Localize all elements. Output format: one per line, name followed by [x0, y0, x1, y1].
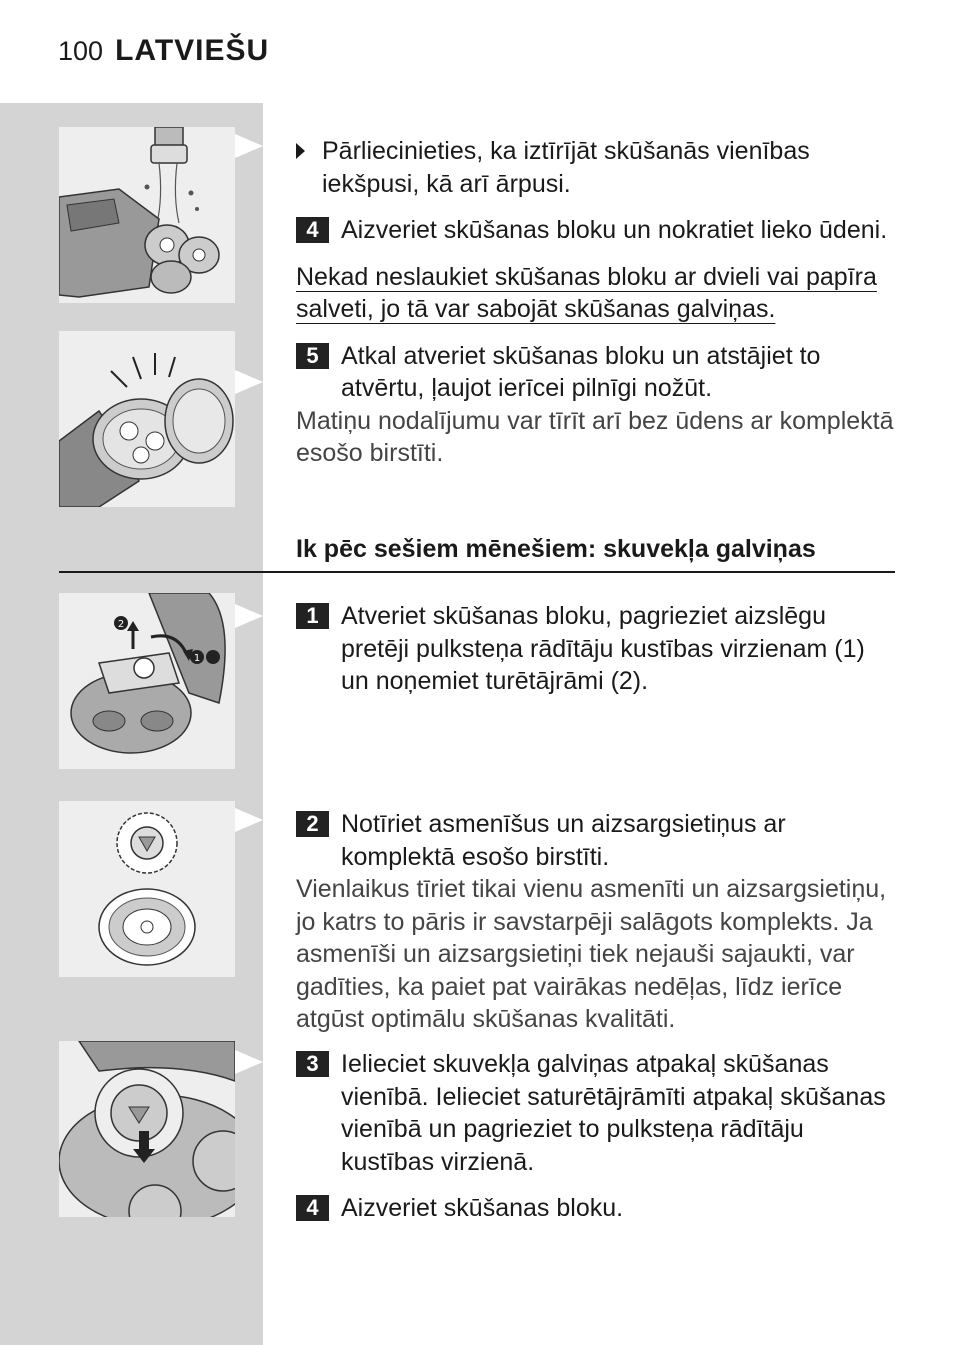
figure-pointer	[235, 370, 263, 394]
figure-pointer	[235, 604, 263, 628]
note-text: Matiņu nodalījumu var tīrīt arī bez ūdens ar komplektā esošo birstīti.	[296, 406, 894, 467]
language-title: LATVIEŠU	[115, 34, 270, 67]
reinsert-heads-illustration	[59, 1041, 235, 1217]
step-item	[296, 1048, 896, 1178]
shaver-rinse-illustration	[59, 127, 235, 303]
retaining-frame-removal-illustration	[59, 593, 235, 769]
step-item	[296, 808, 896, 873]
section-heading: Ik pēc sešiem mēnešiem: skuvekļa galviņas	[296, 535, 816, 563]
step-text: Aizveriet skūšanas bloku.	[341, 1194, 624, 1222]
section1-text	[296, 135, 896, 470]
bullet-item	[296, 135, 896, 200]
step-item	[296, 1192, 896, 1225]
section2-step3-4	[296, 1048, 896, 1239]
step-number: 2	[296, 811, 329, 837]
heading-rule	[59, 571, 895, 573]
step-text: Atveriet skūšanas bloku, pagrieziet aizslēgu pretēji pulksteņa rādītāju kustības virzienam (1) un noņemiet turētājrāmi (2).	[341, 602, 865, 695]
figure-pointer	[235, 1050, 263, 1074]
bullet-text: Pārliecinieties, ka iztīrījāt skūšanās vienības iekšpusi, kā arī ārpusi.	[322, 137, 810, 198]
step-text: Ielieciet skuvekļa galviņas atpakaļ skūšanas vienībā. Ielieciet saturētājrāmīti atpakaļ skūšanas vienībā un pagrieziet to pulksteņa rādītāju kustības virzienā.	[341, 1050, 886, 1176]
step-text: Notīriet asmenīšus un aizsargsietiņus ar komplektā esošo birstīti.	[341, 810, 786, 871]
warning-text: Nekad neslaukiet skūšanas bloku ar dvieli vai papīra salveti, jo tā var sabojāt skūšanas galviņas.	[296, 262, 877, 323]
step-number: 4	[296, 217, 329, 243]
shaver-open-drying-illustration	[59, 331, 235, 507]
section2-step1	[296, 600, 896, 712]
step-text: Atkal atveriet skūšanas bloku un atstājiet to atvērtu, ļaujot ierīcei pilnīgi nožūt.	[341, 341, 821, 402]
step-item	[296, 340, 896, 405]
page-header	[58, 34, 269, 74]
step-number: 3	[296, 1051, 329, 1077]
step-item	[296, 600, 896, 698]
section2-step2	[296, 808, 896, 1036]
callout-label-1: 1	[193, 653, 201, 664]
page-number: 100	[58, 36, 104, 66]
step-number: 1	[296, 603, 329, 629]
step-number: 5	[296, 343, 329, 369]
figure-pointer	[235, 134, 263, 158]
bullet-icon	[296, 143, 305, 159]
step-text: Aizveriet skūšanas bloku un nokratiet lieko ūdeni.	[341, 216, 888, 244]
figure-pointer	[235, 808, 263, 832]
callout-label-2: 2	[117, 619, 125, 630]
step-item	[296, 214, 896, 247]
note-text: Vienlaikus tīriet tikai vienu asmenīti un aizsargsietiņu, jo katrs to pāris ir savstarpēji salāgots komplekts. Ja asmenīši un aizsargsietiņi tiek nejauši sajaukti, var gadīties, ka paiet pat vairākas nedēļas, līdz ierīce atgūst optimālu skūšanas kvalitāti.	[296, 875, 887, 1033]
cutter-and-guard-illustration	[59, 801, 235, 977]
step-number: 4	[296, 1195, 329, 1221]
